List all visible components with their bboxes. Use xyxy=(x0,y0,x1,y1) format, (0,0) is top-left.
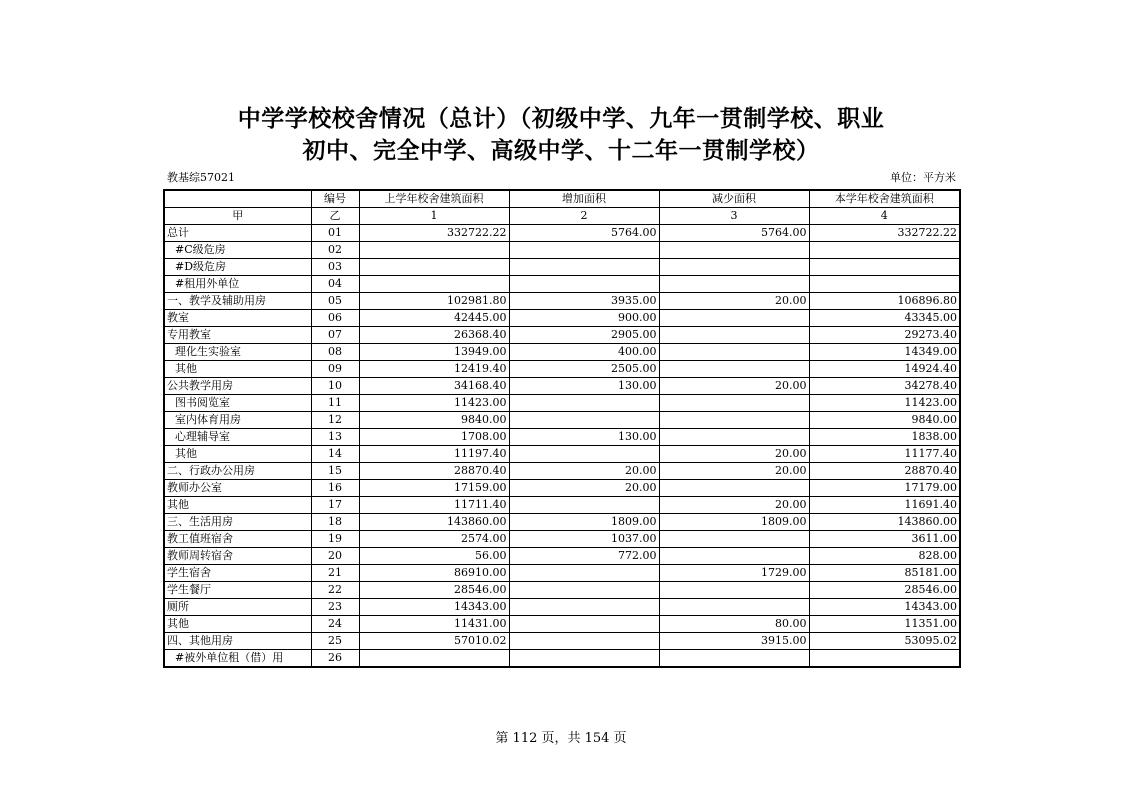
row-reduced-area-cell xyxy=(659,480,809,497)
header-row xyxy=(164,190,960,208)
row-code-cell: 12 xyxy=(311,412,359,429)
row-code-cell: 10 xyxy=(311,378,359,395)
row-added-area-cell xyxy=(509,242,659,259)
row-reduced-area-cell: 20.00 xyxy=(659,378,809,395)
row-added-area-cell xyxy=(509,650,659,668)
row-reduced-area-cell xyxy=(659,650,809,668)
row-prev-area-cell: 9840.00 xyxy=(359,412,509,429)
row-name-cell: 图书阅览室 xyxy=(164,395,311,412)
row-prev-area-cell: 11423.00 xyxy=(359,395,509,412)
row-added-area-cell xyxy=(509,446,659,463)
row-curr-area-cell: 143860.00 xyxy=(809,514,960,531)
row-reduced-area-cell: 20.00 xyxy=(659,497,809,514)
row-curr-area-cell: 106896.80 xyxy=(809,293,960,310)
row-code-cell: 22 xyxy=(311,582,359,599)
row-added-area-cell: 5764.00 xyxy=(509,225,659,242)
row-name-cell: 专用教室 xyxy=(164,327,311,344)
row-added-area-cell: 900.00 xyxy=(509,310,659,327)
row-prev-area-cell xyxy=(359,276,509,293)
row-name-cell: 四、其他用房 xyxy=(164,633,311,650)
unit-label: 单位：平方米 xyxy=(890,171,956,184)
table-row xyxy=(164,582,960,599)
row-curr-area-cell: 53095.02 xyxy=(809,633,960,650)
row-reduced-area-cell xyxy=(659,412,809,429)
row-prev-area-cell: 2574.00 xyxy=(359,531,509,548)
row-prev-area-cell: 1708.00 xyxy=(359,429,509,446)
form-code: 教基综57021 xyxy=(167,171,235,184)
table-row xyxy=(164,259,960,276)
row-name-cell: 公共教学用房 xyxy=(164,378,311,395)
row-added-area-cell xyxy=(509,259,659,276)
row-reduced-area-cell: 20.00 xyxy=(659,463,809,480)
row-name-cell: 教师周转宿舍 xyxy=(164,548,311,565)
row-code-cell: 09 xyxy=(311,361,359,378)
row-added-area-cell: 20.00 xyxy=(509,480,659,497)
row-added-area-cell: 400.00 xyxy=(509,344,659,361)
page-title-line-2: 初中、完全中学、高级中学、十二年一贯制学校） xyxy=(302,138,820,164)
row-curr-area-cell: 11177.40 xyxy=(809,446,960,463)
row-name-cell: 室内体育用房 xyxy=(164,412,311,429)
sub-header-code: 乙 xyxy=(311,208,359,225)
row-code-cell: 20 xyxy=(311,548,359,565)
row-added-area-cell: 1037.00 xyxy=(509,531,659,548)
row-name-cell: 二、行政办公用房 xyxy=(164,463,311,480)
row-code-cell: 04 xyxy=(311,276,359,293)
row-added-area-cell xyxy=(509,395,659,412)
row-code-cell: 05 xyxy=(311,293,359,310)
table-row xyxy=(164,225,960,242)
header-prev-area: 上学年校舍建筑面积 xyxy=(359,190,509,208)
row-added-area-cell: 772.00 xyxy=(509,548,659,565)
row-code-cell: 16 xyxy=(311,480,359,497)
row-name-cell: 三、生活用房 xyxy=(164,514,311,531)
table-row xyxy=(164,412,960,429)
row-curr-area-cell: 28546.00 xyxy=(809,582,960,599)
row-reduced-area-cell: 1729.00 xyxy=(659,565,809,582)
table-row xyxy=(164,242,960,259)
sub-header-col3: 3 xyxy=(659,208,809,225)
row-added-area-cell: 2505.00 xyxy=(509,361,659,378)
row-code-cell: 25 xyxy=(311,633,359,650)
row-code-cell: 21 xyxy=(311,565,359,582)
row-reduced-area-cell xyxy=(659,242,809,259)
row-prev-area-cell: 143860.00 xyxy=(359,514,509,531)
table-row xyxy=(164,514,960,531)
row-code-cell: 24 xyxy=(311,616,359,633)
row-code-cell: 02 xyxy=(311,242,359,259)
row-added-area-cell: 130.00 xyxy=(509,429,659,446)
row-reduced-area-cell xyxy=(659,361,809,378)
row-added-area-cell xyxy=(509,412,659,429)
row-name-cell: 厕所 xyxy=(164,599,311,616)
row-curr-area-cell: 11351.00 xyxy=(809,616,960,633)
row-prev-area-cell xyxy=(359,650,509,668)
building-area-table xyxy=(163,189,961,668)
row-code-cell: 18 xyxy=(311,514,359,531)
row-curr-area-cell: 1838.00 xyxy=(809,429,960,446)
row-prev-area-cell: 14343.00 xyxy=(359,599,509,616)
row-added-area-cell xyxy=(509,276,659,293)
row-prev-area-cell: 56.00 xyxy=(359,548,509,565)
header-name xyxy=(164,190,311,208)
table-row xyxy=(164,429,960,446)
row-curr-area-cell xyxy=(809,276,960,293)
table-row xyxy=(164,480,960,497)
page-title-line-1: 中学学校校舍情况（总计）（初级中学、九年一贯制学校、职业 xyxy=(237,106,885,132)
table-row xyxy=(164,395,960,412)
table-row xyxy=(164,463,960,480)
row-reduced-area-cell xyxy=(659,395,809,412)
row-name-cell: 心理辅导室 xyxy=(164,429,311,446)
row-code-cell: 08 xyxy=(311,344,359,361)
header-reduced-area: 减少面积 xyxy=(659,190,809,208)
row-added-area-cell xyxy=(509,497,659,514)
row-name-cell: 其他 xyxy=(164,361,311,378)
row-name-cell: 教室 xyxy=(164,310,311,327)
row-curr-area-cell: 17179.00 xyxy=(809,480,960,497)
row-reduced-area-cell: 20.00 xyxy=(659,293,809,310)
row-prev-area-cell: 26368.40 xyxy=(359,327,509,344)
row-prev-area-cell: 34168.40 xyxy=(359,378,509,395)
row-curr-area-cell: 11423.00 xyxy=(809,395,960,412)
row-prev-area-cell: 13949.00 xyxy=(359,344,509,361)
row-added-area-cell: 3935.00 xyxy=(509,293,659,310)
row-reduced-area-cell xyxy=(659,531,809,548)
row-reduced-area-cell xyxy=(659,548,809,565)
row-curr-area-cell: 43345.00 xyxy=(809,310,960,327)
row-curr-area-cell: 828.00 xyxy=(809,548,960,565)
table-row xyxy=(164,616,960,633)
row-added-area-cell xyxy=(509,582,659,599)
row-reduced-area-cell: 5764.00 xyxy=(659,225,809,242)
row-curr-area-cell: 9840.00 xyxy=(809,412,960,429)
row-reduced-area-cell: 20.00 xyxy=(659,446,809,463)
row-name-cell: 其他 xyxy=(164,497,311,514)
row-prev-area-cell: 17159.00 xyxy=(359,480,509,497)
table-row xyxy=(164,633,960,650)
table-row xyxy=(164,531,960,548)
row-name-cell: #被外单位租（借）用 xyxy=(164,650,311,668)
sub-header-row xyxy=(164,208,960,225)
row-curr-area-cell: 14924.40 xyxy=(809,361,960,378)
table-row xyxy=(164,293,960,310)
row-added-area-cell xyxy=(509,565,659,582)
header-code: 编号 xyxy=(311,190,359,208)
row-curr-area-cell: 332722.22 xyxy=(809,225,960,242)
row-reduced-area-cell xyxy=(659,327,809,344)
row-prev-area-cell: 11711.40 xyxy=(359,497,509,514)
table-row xyxy=(164,650,960,668)
row-name-cell: 理化生实验室 xyxy=(164,344,311,361)
row-curr-area-cell xyxy=(809,259,960,276)
row-reduced-area-cell xyxy=(659,310,809,327)
row-added-area-cell: 1809.00 xyxy=(509,514,659,531)
row-reduced-area-cell: 80.00 xyxy=(659,616,809,633)
row-code-cell: 19 xyxy=(311,531,359,548)
row-code-cell: 26 xyxy=(311,650,359,668)
row-prev-area-cell: 12419.40 xyxy=(359,361,509,378)
page-number: 第 112 页，共 154 页 xyxy=(495,731,627,746)
row-curr-area-cell: 34278.40 xyxy=(809,378,960,395)
row-added-area-cell: 20.00 xyxy=(509,463,659,480)
row-name-cell: 总计 xyxy=(164,225,311,242)
header-added-area: 增加面积 xyxy=(509,190,659,208)
row-curr-area-cell: 28870.40 xyxy=(809,463,960,480)
table-row xyxy=(164,361,960,378)
table-body xyxy=(164,225,960,668)
row-prev-area-cell: 57010.02 xyxy=(359,633,509,650)
row-code-cell: 15 xyxy=(311,463,359,480)
row-reduced-area-cell: 3915.00 xyxy=(659,633,809,650)
row-prev-area-cell xyxy=(359,242,509,259)
row-added-area-cell: 2905.00 xyxy=(509,327,659,344)
row-added-area-cell: 130.00 xyxy=(509,378,659,395)
row-code-cell: 03 xyxy=(311,259,359,276)
row-name-cell: 其他 xyxy=(164,446,311,463)
table-row xyxy=(164,565,960,582)
sub-header-name: 甲 xyxy=(164,208,311,225)
row-added-area-cell xyxy=(509,616,659,633)
row-added-area-cell xyxy=(509,633,659,650)
row-code-cell: 23 xyxy=(311,599,359,616)
sub-header-col4: 4 xyxy=(809,208,960,225)
table-row xyxy=(164,378,960,395)
table-row xyxy=(164,446,960,463)
table-row xyxy=(164,497,960,514)
row-reduced-area-cell xyxy=(659,429,809,446)
row-added-area-cell xyxy=(509,599,659,616)
row-prev-area-cell: 28870.40 xyxy=(359,463,509,480)
row-name-cell: 学生宿舍 xyxy=(164,565,311,582)
row-code-cell: 17 xyxy=(311,497,359,514)
row-prev-area-cell xyxy=(359,259,509,276)
sub-header-col1: 1 xyxy=(359,208,509,225)
table-row xyxy=(164,310,960,327)
row-reduced-area-cell xyxy=(659,344,809,361)
row-curr-area-cell xyxy=(809,650,960,668)
row-code-cell: 07 xyxy=(311,327,359,344)
row-reduced-area-cell xyxy=(659,599,809,616)
row-code-cell: 11 xyxy=(311,395,359,412)
row-prev-area-cell: 28546.00 xyxy=(359,582,509,599)
row-curr-area-cell: 14349.00 xyxy=(809,344,960,361)
row-curr-area-cell: 11691.40 xyxy=(809,497,960,514)
row-code-cell: 06 xyxy=(311,310,359,327)
row-prev-area-cell: 102981.80 xyxy=(359,293,509,310)
table-row xyxy=(164,548,960,565)
row-name-cell: 其他 xyxy=(164,616,311,633)
table-row xyxy=(164,276,960,293)
row-reduced-area-cell xyxy=(659,276,809,293)
row-reduced-area-cell: 1809.00 xyxy=(659,514,809,531)
row-prev-area-cell: 86910.00 xyxy=(359,565,509,582)
row-curr-area-cell: 85181.00 xyxy=(809,565,960,582)
row-name-cell: #D级危房 xyxy=(164,259,311,276)
table-row xyxy=(164,344,960,361)
row-curr-area-cell: 14343.00 xyxy=(809,599,960,616)
row-name-cell: 学生餐厅 xyxy=(164,582,311,599)
row-name-cell: #C级危房 xyxy=(164,242,311,259)
row-prev-area-cell: 11431.00 xyxy=(359,616,509,633)
row-name-cell: 教工值班宿舍 xyxy=(164,531,311,548)
row-name-cell: #租用外单位 xyxy=(164,276,311,293)
header-curr-area: 本学年校舍建筑面积 xyxy=(809,190,960,208)
row-curr-area-cell: 29273.40 xyxy=(809,327,960,344)
row-reduced-area-cell xyxy=(659,582,809,599)
row-name-cell: 一、教学及辅助用房 xyxy=(164,293,311,310)
row-prev-area-cell: 332722.22 xyxy=(359,225,509,242)
row-curr-area-cell xyxy=(809,242,960,259)
table-row xyxy=(164,599,960,616)
row-reduced-area-cell xyxy=(659,259,809,276)
row-code-cell: 01 xyxy=(311,225,359,242)
table-row xyxy=(164,327,960,344)
row-prev-area-cell: 42445.00 xyxy=(359,310,509,327)
row-code-cell: 13 xyxy=(311,429,359,446)
sub-header-col2: 2 xyxy=(509,208,659,225)
row-curr-area-cell: 3611.00 xyxy=(809,531,960,548)
row-code-cell: 14 xyxy=(311,446,359,463)
row-prev-area-cell: 11197.40 xyxy=(359,446,509,463)
row-name-cell: 教师办公室 xyxy=(164,480,311,497)
